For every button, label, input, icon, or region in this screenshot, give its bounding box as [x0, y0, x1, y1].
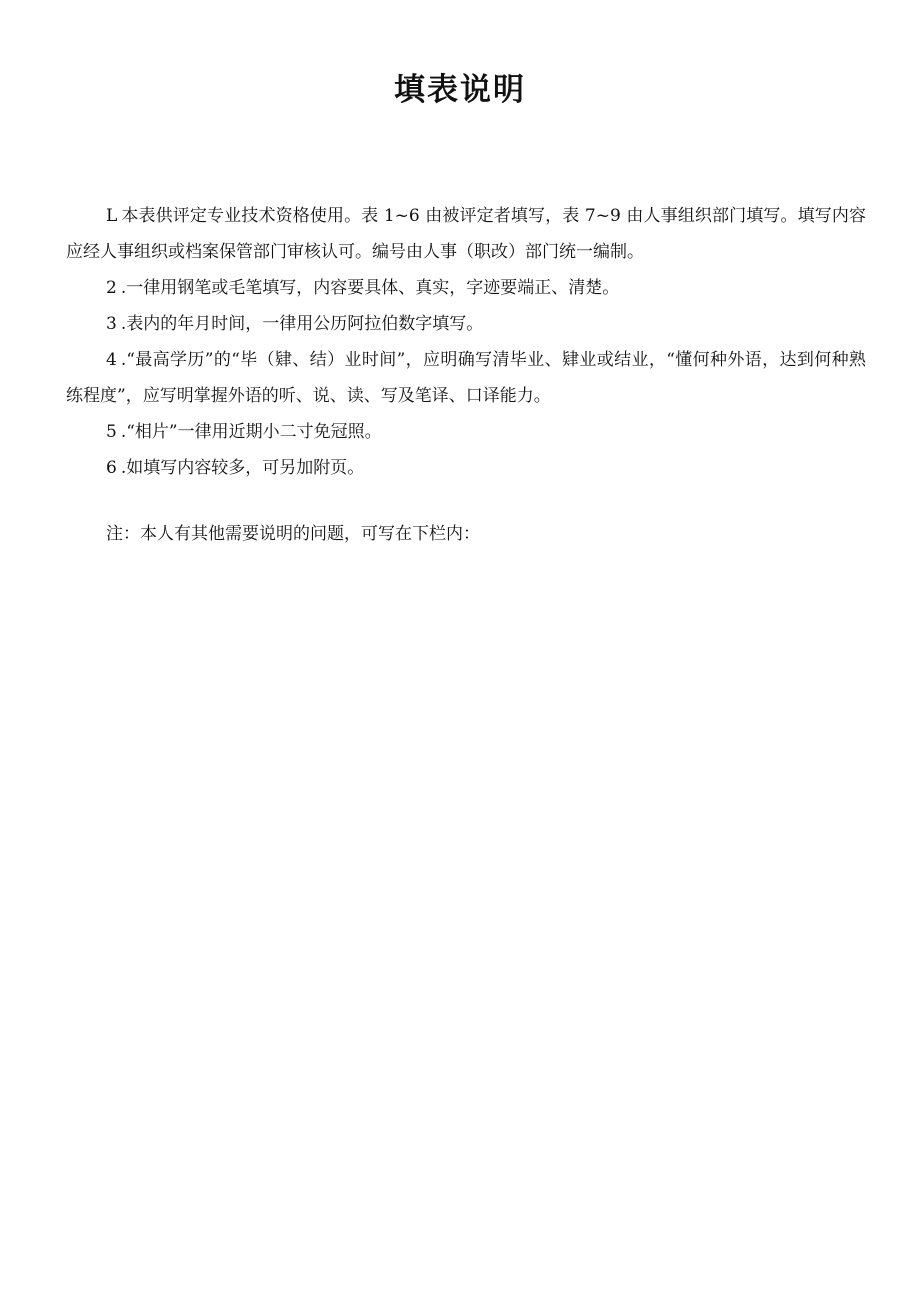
instruction-item-4 [66, 342, 866, 414]
instruction-text: .“相片”一律用近期小二寸免冠照。 [120, 422, 382, 442]
instruction-item-5 [66, 414, 866, 450]
instruction-number: 6 [106, 458, 117, 478]
instructions-body [66, 198, 866, 552]
instruction-number: 5 [106, 422, 117, 442]
instruction-number: 2 [106, 278, 117, 298]
instruction-number: 4 [106, 350, 117, 370]
instruction-item-6 [66, 450, 866, 486]
instruction-item-3 [66, 306, 866, 342]
instruction-number: L [106, 206, 118, 226]
instruction-text: 本表供评定专业技术资格使用。表 1~6 由被评定者填写，表 7~9 由人事组织部门填写。填写内容应经人事组织或档案保管部门审核认可。编号由人事（职改）部门统一编制。 [66, 206, 866, 262]
instruction-item-2 [66, 270, 866, 306]
instruction-item-1 [66, 198, 866, 270]
instruction-text: .如填写内容较多，可另加附页。 [120, 458, 365, 478]
page-title: 填表说明 [394, 72, 526, 108]
note-text: 注：本人有其他需要说明的问题，可写在下栏内： [106, 524, 480, 544]
instruction-number: 3 [106, 314, 117, 334]
instruction-text: .表内的年月时间，一律用公历阿拉伯数字填写。 [120, 314, 484, 334]
instruction-text: .“最高学历”的“毕（肄、结）业时间”，应明确写清毕业、肄业或结业，“懂何种外语，达到何种熟练程度”，应写明掌握外语的听、说、读、写及笔译、口译能力。 [66, 350, 866, 406]
instruction-text: .一律用钢笔或毛笔填写，内容要具体、真实，字迹要端正、清楚。 [120, 278, 620, 298]
